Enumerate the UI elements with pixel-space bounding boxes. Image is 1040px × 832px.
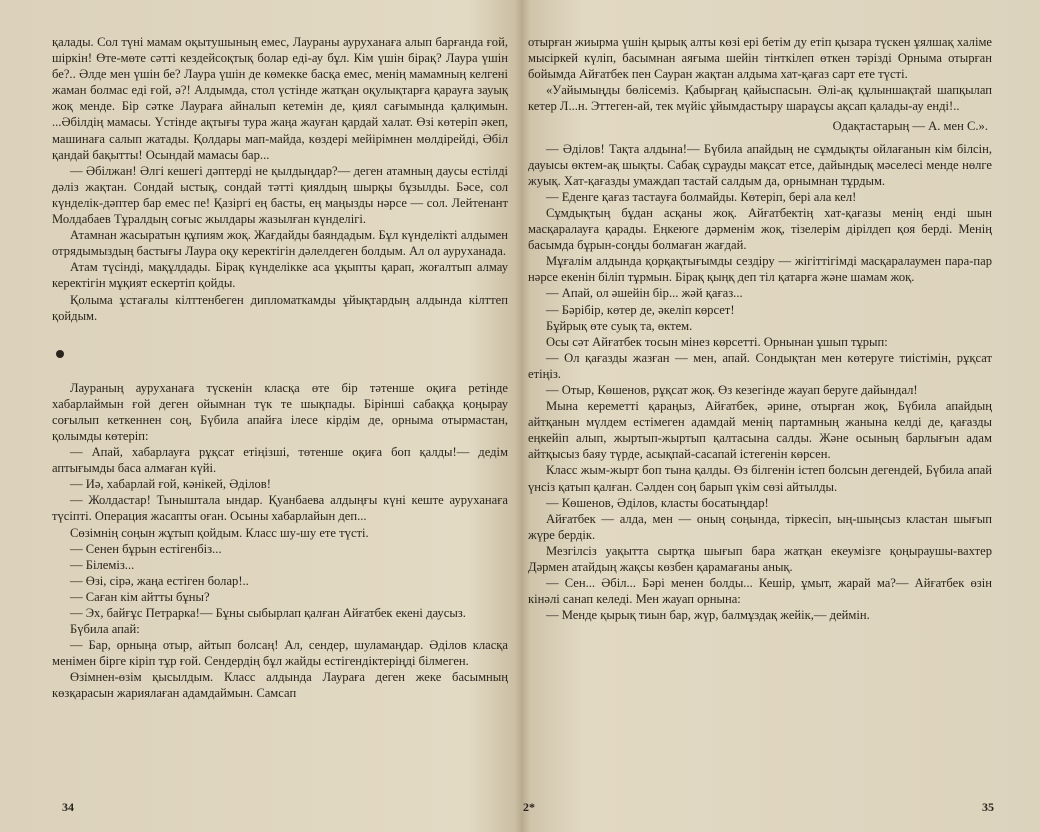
paragraph: — Ол қағазды жазған — мен, апай. Сондықтан мен көтеруге тиістімін, рұқсат етіңіз.: [528, 350, 992, 381]
page-number-right: 35: [982, 800, 994, 814]
left-page-text: [52, 34, 508, 822]
paragraph: — Әбілжан! Әлгі кешегі дәптерді не қылдыңдар?— деген атамның даусы естілді дәліз жақтан. Сондай ыстық, сондай тәтті қиялдың шырқы бұзылды. Бәсе, сол күнделік-дәптер бар емес пе! Қазіргі ең басты, ең маңызды нәрсе — сол. Лейтенант Молдабаев Тұралдың соғыс жылдары жазылған күнделігі.: [52, 163, 508, 227]
paragraph: — Еденге қағаз тастауға болмайды. Көтеріп, бері ала кел!: [546, 189, 857, 204]
paragraph: «Уайымыңды бөлісеміз. Қабырғаң қайыспасын. Әлі-ақ құлыншақтай шапқылап кетер Л...н. Эттеген-ай, тек мүйіс ұйымдастыру шараұсы ақсап қалады-ау енді!..: [528, 83, 992, 114]
paragraph: Сұмдықтың бұдан асқаны жоқ. Айғатбектің хат-қағазы менің енді шын масқаралауға қарады. Еңкеюге дәрменім жоқ, тізелерім дірілдеп қоя берді. Менің басымда бұрын-соңды болмаған жағдай.: [528, 205, 992, 253]
paragraph: Бұйрық өте суық та, өктем.: [546, 318, 693, 333]
paragraph: қалады. Сол түні мамам оқытушының емес, Лаураны ауруханаға алып барғанда ғой, шіркін! Өте-мөте сәтті кездейсоқтық болар еді-ау бұл. Кім үшін бірақ? Лаура үшін бе?.. Әлде мен үшін бе? Лаура үшін де көмекке басқа емес, менің мамамның келгені жаман болмас еді ғой, ә?! Алдымда, стол үстінде жатқан оқулықтарға қарауға зауық жоқ менде. Бір сәтке Лаураға айналып кетемін де, қиял сағымында қалқимын. ...Әбілдің мамасы. Үстінде ақтығы тура жаңа жауған қардай халат. Өзі көтеріп әкеп, машинаға салып жатады. Қолдары мап-майда, көздері мейірімнен мөлдірейді, Әбіл қандай бақытты! Осындай мамасы бар...: [52, 35, 508, 162]
paragraph: — Саған кім айтты бұны?: [70, 589, 210, 604]
paragraph: Бүбила апай:: [70, 622, 140, 637]
printer-signature-mark: 2*: [523, 800, 535, 814]
paragraph: Айғатбек — алда, мен — оның соңында, тіркесіп, ың-шыңсыз кластан шығып жүре бердік.: [528, 511, 992, 542]
right-page-text: [528, 34, 992, 822]
paragraph: — Отыр, Көшенов, рұқсат жоқ. Өз кезегінде жауап беруге дайындал!: [546, 382, 918, 397]
paragraph: Мына кереметті қараңыз, Айғатбек, әрине, отырған жоқ, Бүбила апайдың айтқанын мүлдем естімеген адамдай менің партамның жанына келді де, қағазды еңкейіп алып, жыртып-жыртып қалтасына салды. Және осының барлығын адам айтқысыз баяу түрде, асықпай-сасапай істегенін көрсен.: [528, 399, 992, 462]
paragraph: Қолыма ұстағалы кілттенбеген дипломаткамды ұйықтардың алдында кілттеп қойдым.: [52, 292, 508, 323]
paragraph: отырған жиырма үшін қырық алты көзі ері бетім ду етіп қызара түскен ұялшақ халіме мысіркей күліп, басымнан аяғыма шейін тінткілеп өткен тәрізді Орныма отырған бойымда Айғатбек пен Сауран жақтан алдыма хат-қағаз сарт ете түсті.: [528, 35, 992, 82]
paragraph: Мезгілсіз уақытта сыртқа шығып бара жатқан екеумізге қоңыраушы-вахтер Дәрмен атайдың жақсы көзбен қарамағаны анық.: [528, 543, 992, 574]
paragraph: Сөзімнің соңын жұтып қойдым. Класс шу-шу ете түсті.: [70, 525, 369, 540]
paragraph: Осы сәт Айғатбек тосын мінез көрсетті. Орнынан ұшып тұрып:: [546, 334, 888, 349]
paragraph: — Өзі, сірә, жаңа естіген болар!..: [70, 573, 249, 588]
paragraph: — Бәрібір, көтер де, әкеліп көрсет!: [546, 302, 735, 317]
section-break: [52, 324, 508, 380]
paragraph: Атам түсінді, мақұлдады. Бірақ күнделікке аса ұқыпты қарап, жоғалтып алмау керектігін мұқият ескертіп қойды.: [52, 260, 508, 291]
paragraph: — Апай, хабарлауға рұқсат етіңізші, төтенше оқиға боп қалды!— дедім аптығымды баса алмаған күйі.: [52, 445, 508, 476]
page-number-left: 34: [62, 800, 74, 814]
paragraph: — Менде қырық тиын бар, жүр, балмұздақ жейік,— деймін.: [546, 608, 870, 623]
paragraph: Өзімнен-өзім қысылдым. Класс алдында Лаураға деген жеке басымның көзқарасын жариялаған адамдаймын. Самсап: [52, 670, 508, 701]
letter-signature: Одақтастарың — А. мен С.».: [832, 119, 988, 134]
paragraph: — Апай, ол әшейін бір... жәй қағаз...: [546, 286, 743, 301]
paragraph: — Бар, орныңа отыр, айтып болсаң! Ал, сендер, шуламаңдар. Әділов класқа менімен бірге кіріп тұр ғой. Сендердің бұл жайды естігендіктеріңді білмеген.: [52, 638, 508, 669]
paragraph: — Білеміз...: [70, 557, 135, 572]
paragraph: — Сенен бұрын естігенбіз...: [70, 541, 222, 556]
paragraph: Атамнан жасыратын құпиям жоқ. Жағдайды баяндадым. Бұл күнделікті алдымен отрядымыздың бастығы Лаура оқу керектігін дәлелдеген болдым. Ал ол ауруханада.: [52, 228, 508, 259]
paragraph: Лаураның ауруханаға түскенін класқа өте бір тәтенше оқиға ретінде хабарлаймын ғой деген ойымнан түк те шықпады. Бірінші сабаққа қоңырау соғылып кеткеннен соң, Бүбила апайға ілесе кірдім де, орныма отырмастан, қолымды көтеріп:: [52, 380, 508, 443]
paragraph: — Әділов! Тақта алдына!— Бүбила апайдың не сұмдықты ойлағанын кім білсін, дауысы өктем-ақ шықты. Сабақ сұрауды мақсат етсе, дайындық мәселесі менде нөлге жуық. Хат-қағазды умаждап тастай салдым да, орнымнан тұрдым.: [528, 141, 992, 188]
paragraph: Мұғалім алдында қорқақтығымды сездіру — жігіттігімді масқаралаумен пара-пар нәрсе екенін біліп тұрмын. Бірақ қыңқ деп тіл қатарға және шамам жоқ.: [528, 254, 992, 285]
paragraph: — Эх, байғұс Петрарка!— Бұны сыбырлап қалған Айғатбек екені даусыз.: [70, 606, 466, 620]
paragraph: — Көшенов, Әділов, класты босатыңдар!: [546, 495, 769, 510]
paragraph: — Жолдастар! Тыныштала ындар. Қуанбаева алдыңғы күні кеште ауруханаға түсіпті. Операция жасапты оған. Осыны хабарлайын деп...: [52, 493, 508, 524]
section-bullet-icon: [56, 350, 64, 358]
paragraph: — Иә, хабарлай ғой, кәнікей, Әділов!: [70, 477, 271, 492]
paragraph: Класс жым-жырт боп тына қалды. Өз білгенін істеп болсын дегендей, Бүбила апай үнсіз қатып қалған. Сәлден соң барып үкім сөзі айтылды.: [528, 463, 992, 494]
paragraph: — Сен... Әбіл... Бәрі менен болды... Кешір, ұмыт, жарай ма?— Айғатбек өзін кінәлі санап келеді. Мен жауап орнына:: [528, 576, 992, 607]
